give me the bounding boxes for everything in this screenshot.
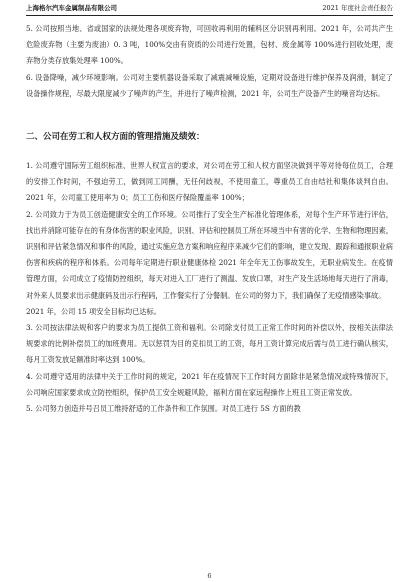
paragraph: 5. 公司按照当地、省或国家的法规处理各项废弃物，可回收再利用的辅料区分识别再利用。2021 年，公司共产生危险废弃物（主要为废油）0. 3 吨，100%交由有资质的公司进行处置，包材、废金属等 100%进行回收处理，废弃物分类存放集处理率 100%。	[26, 24, 393, 66]
section-title: 二、公司在劳工和人权方面的管理措施及绩效：	[26, 132, 205, 143]
paragraph: 2. 公司致力于为员工创造健康安全的工作环境。公司推行了安全生产标准化管理体系，对每个生产环节进行评估，找出并消除可能存在的有身体伤害的职业风险，识别、评估和控制员工所在环境当中有害的化学、生物和物理因素，识别和评估紧急情况和事件的风险，通过实施应急方案和响应程序来减少它们的影响，建立发现、跟踪和通报职业病伤害和疾病的程序和体系。公司每年定期进行职业健康体检 2021 年全年无工伤事故发生，无职业病发生。在疫情管理方面，公司成立了疫情防控组织，每天对进入工厂进行了测温、发放口罩，对生产及生活场地每天进行了消毒，对外来人员要求出示健康码及出示行程码，工作餐实行了分餐制。在公司的努力下，我们确保了无疫情感染事故。	[26, 209, 393, 300]
page-number: 6	[207, 572, 212, 580]
paragraph: 2021 年，公司 15 项安全目标均已达标。	[26, 306, 161, 316]
paragraph: 3. 公司按法律法规和客户的要求为员工提供工资和福利。公司除支付员工正常工作时间的补偿以外，按相关法律法规要求的比例补偿员工的加班费用。无以惩罚为目的克扣员工的工资，每月工资计算完成后需与员工进行确认核实，每月工资发放足额准时率达到 100%。	[26, 323, 393, 365]
document-body	[26, 21, 393, 417]
paragraph: 6. 设备降噪，减少环境影响。公司对主要机器设备采取了减震减噪设施，定期对设备进行维护保养及润滑，制定了设备操作规程，尽最大限度减少了噪声的产生，并进行了噪声检测，2021 年，公司生产设备产生的噪音均达标。	[26, 72, 393, 98]
spacer	[26, 102, 393, 114]
company-name: 上海格尔汽车金属制品有限公司	[26, 4, 117, 12]
page-header	[26, 3, 393, 16]
paragraph: 5. 公司努力创造并号召员工维持舒适的工作条件和工作氛围。对员工进行 5S 方面的教	[26, 404, 301, 414]
report-title: 2021 年度社会责任报告	[322, 4, 393, 12]
paragraph: 1. 公司遵守国际劳工组织标准、世界人权宣言的要求，对公司在劳工和人权方面坚决做到平等对待每位员工，合理的安排工作时间，不强迫劳工，做到同工同酬，无任何歧视，不使用童工，尊重员工自由结社和集体谈判自由。2021 年，公司童工使用率为 0；员工工伤和医疗保险覆盖率 100%；	[26, 161, 393, 203]
paragraph: 4. 公司遵守适用的法律中关于工作时间的规定，2021 年在疫情况下工作时间方面除非是紧急情况或特殊情况下，公司响应国家要求成立防控组织，保护员工安全规避风险，福利方面在家远程操作上班且工资正常发放。	[26, 371, 393, 397]
